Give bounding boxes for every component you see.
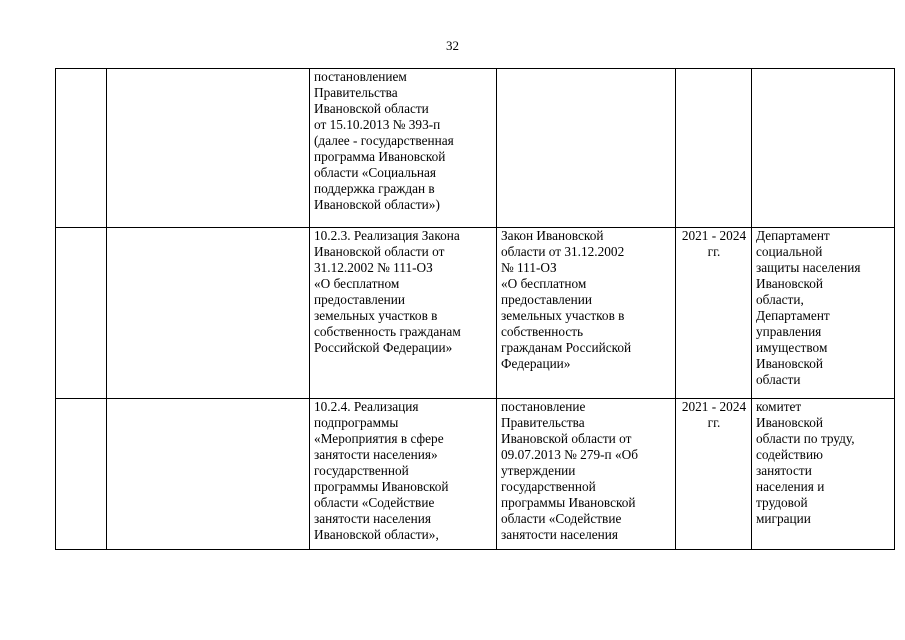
- table-row: [56, 399, 895, 550]
- responsible-cell: [752, 69, 895, 228]
- document-cell: [497, 399, 676, 550]
- activity-cell: [310, 399, 497, 550]
- period-cell: [676, 399, 752, 550]
- measures-table: [55, 68, 895, 550]
- document-cell: [497, 228, 676, 399]
- table-row: [56, 228, 895, 399]
- responsible-text: Департамент социальной защиты населения Ивановской области, Департамент управления имуществом Ивановской области: [756, 228, 861, 387]
- activity-text: 10.2.4. Реализация подпрограммы «Мероприятия в сфере занятости населения» государственной программы Ивановской области «Содействие занятости населения Ивановской области»,: [314, 399, 449, 542]
- activity-cell: [310, 228, 497, 399]
- page-number: 32: [446, 38, 459, 53]
- direction-cell: [107, 399, 310, 550]
- direction-cell: [107, 69, 310, 228]
- document-text: постановление Правительства Ивановской области от 09.07.2013 № 279-п «Об утверждении государственной программы Ивановской области «Содействие занятости населения: [501, 399, 639, 542]
- direction-cell: [107, 228, 310, 399]
- period-cell: [676, 228, 752, 399]
- activity-text: постановлением Правительства Ивановской области от 15.10.2013 № 393-п (далее - государственная программа Ивановской области «Социальная поддержка граждан в Ивановской области»): [314, 69, 454, 212]
- document-cell: [497, 69, 676, 228]
- document-text: Закон Ивановской области от 31.12.2002 № 111-ОЗ «О бесплатном предоставлении земельных участков в собственность гражданам Российской Федерации»: [501, 228, 632, 371]
- row-number-cell: [56, 399, 107, 550]
- period-text: 2021 - 2024 гг.: [681, 399, 747, 430]
- activity-text: 10.2.3. Реализация Закона Ивановской области от 31.12.2002 № 111-ОЗ «О бесплатном предоставлении земельных участков в собственность гражданам Российской Федерации»: [314, 228, 461, 355]
- row-number-cell: [56, 228, 107, 399]
- row-number-cell: [56, 69, 107, 228]
- responsible-cell: [752, 228, 895, 399]
- period-cell: [676, 69, 752, 228]
- table-row: [56, 69, 895, 228]
- responsible-text: комитет Ивановской области по труду, содействию занятости населения и трудовой миграции: [756, 399, 855, 526]
- responsible-cell: [752, 399, 895, 550]
- activity-cell: [310, 69, 497, 228]
- period-text: 2021 - 2024 гг.: [681, 228, 747, 259]
